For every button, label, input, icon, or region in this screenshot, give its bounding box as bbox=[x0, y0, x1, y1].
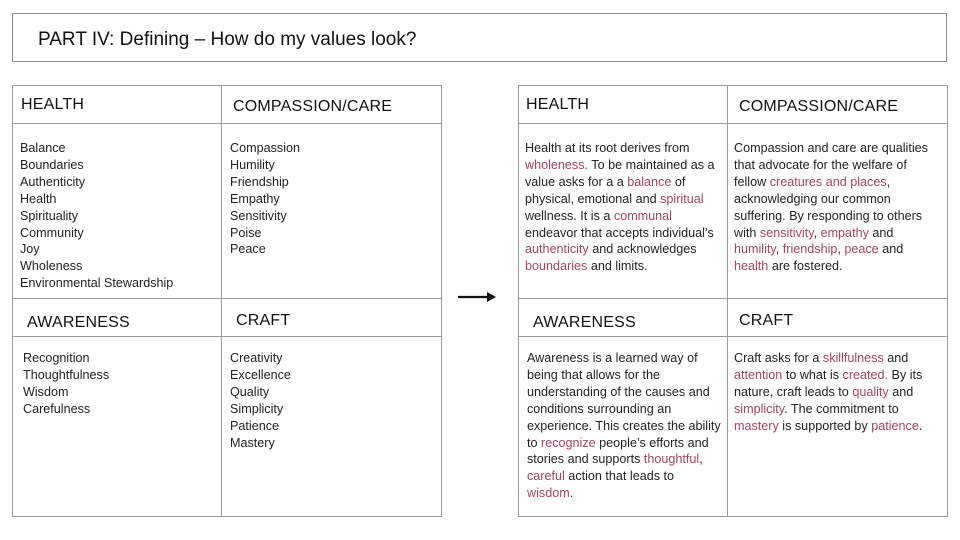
craft-def-heading: CRAFT bbox=[739, 312, 794, 329]
health-heading: HEALTH bbox=[21, 96, 85, 113]
highlighted-value-word: spiritual bbox=[660, 191, 704, 206]
highlighted-value-word: thoughtful bbox=[643, 452, 700, 467]
list-item: Quality bbox=[230, 384, 270, 399]
health-def-heading: HEALTH bbox=[526, 96, 590, 113]
right-arrow-icon bbox=[457, 290, 497, 304]
list-item: Simplicity bbox=[230, 401, 284, 416]
highlighted-value-word: mastery bbox=[734, 418, 779, 433]
values-keywords-table bbox=[12, 85, 442, 517]
text-segment: . bbox=[918, 418, 923, 433]
awareness-heading: AWARENESS bbox=[27, 314, 130, 331]
list-item: Poise bbox=[230, 225, 262, 240]
text-segment: of physical, emotional and bbox=[525, 174, 686, 206]
highlighted-value-word: wisdom bbox=[527, 486, 570, 501]
list-item: Authenticity bbox=[20, 174, 86, 189]
text-segment: endeavor that accepts individual’s bbox=[525, 225, 714, 240]
list-item: Humility bbox=[230, 157, 275, 172]
text-segment: and bbox=[878, 242, 904, 257]
highlighted-value-word: friendship bbox=[782, 242, 838, 257]
title-box bbox=[12, 13, 947, 62]
compassion-def-heading-cell bbox=[728, 86, 948, 124]
text-segment: wellness. It is a bbox=[525, 208, 614, 223]
craft-def-cell bbox=[728, 337, 948, 517]
text-segment: To be maintained as a value asks for a a bbox=[525, 157, 715, 189]
text-segment: Awareness is a learned way of being that allows for the understanding of the causes and conditions surrounding an experience. This creates the ability to bbox=[527, 351, 721, 450]
text-segment: , acknowledging our common suffering. By responding to others with bbox=[734, 174, 923, 240]
list-item: Friendship bbox=[230, 174, 289, 189]
text-segment: . The commitment to bbox=[784, 401, 899, 416]
highlighted-value-word: simplicity bbox=[734, 401, 785, 416]
compassion-list-cell bbox=[222, 124, 442, 299]
health-list-cell bbox=[13, 124, 222, 299]
compassion-list bbox=[222, 124, 441, 258]
highlighted-value-word: created. bbox=[842, 367, 889, 382]
list-item: Environmental Stewardship bbox=[20, 276, 174, 291]
awareness-heading-cell bbox=[13, 299, 222, 337]
list-item: Empathy bbox=[230, 191, 280, 206]
text-segment: Craft asks for a bbox=[734, 351, 823, 365]
highlighted-value-word: humility bbox=[734, 242, 776, 257]
text-segment: are fostered. bbox=[768, 259, 843, 274]
compassion-def-cell bbox=[728, 124, 948, 299]
health-definition bbox=[519, 124, 727, 275]
page-title: PART IV: Defining – How do my values look? bbox=[38, 29, 417, 50]
awareness-def-heading-cell bbox=[519, 299, 728, 337]
craft-heading: CRAFT bbox=[236, 312, 291, 329]
craft-list-cell bbox=[222, 337, 442, 517]
highlighted-value-word: quality bbox=[852, 384, 889, 399]
text-segment: and bbox=[868, 225, 894, 240]
highlighted-value-word: attention bbox=[734, 367, 783, 382]
text-segment: , bbox=[699, 452, 703, 467]
text-segment: and bbox=[883, 351, 909, 365]
craft-definition bbox=[728, 337, 947, 435]
highlighted-value-word: peace bbox=[844, 242, 879, 257]
list-item: Sensitivity bbox=[230, 208, 287, 223]
health-def-heading-cell bbox=[519, 86, 728, 124]
highlighted-value-word: sensitivity bbox=[759, 225, 814, 240]
list-item: Spirituality bbox=[20, 208, 79, 223]
highlighted-value-word: empathy bbox=[820, 225, 869, 240]
craft-list bbox=[222, 337, 441, 451]
awareness-list-cell bbox=[13, 337, 222, 517]
text-segment: Compassion and care are qualities that advocate for the welfare of fellow bbox=[734, 141, 928, 189]
highlighted-value-word: patience bbox=[871, 418, 919, 433]
highlighted-value-word: health bbox=[734, 259, 769, 274]
list-item: Wisdom bbox=[23, 384, 69, 399]
text-segment: and limits. bbox=[587, 259, 648, 274]
health-heading-cell bbox=[13, 86, 222, 124]
list-item: Peace bbox=[230, 242, 266, 257]
highlighted-value-word: balance bbox=[627, 174, 672, 189]
text-segment: people’s efforts and stories and supports bbox=[527, 435, 709, 467]
text-segment: , bbox=[775, 242, 783, 257]
text-segment: , bbox=[837, 242, 845, 257]
awareness-list bbox=[13, 337, 221, 418]
list-item: Boundaries bbox=[20, 157, 84, 172]
text-segment: to what is bbox=[782, 367, 843, 382]
list-item: Recognition bbox=[23, 351, 90, 365]
health-def-cell bbox=[519, 124, 728, 299]
list-item: Patience bbox=[230, 418, 280, 433]
highlighted-value-word: boundaries bbox=[525, 259, 588, 274]
highlighted-value-word: wholeness. bbox=[525, 157, 589, 172]
list-item: Community bbox=[20, 225, 84, 240]
list-item: Wholeness bbox=[20, 259, 83, 274]
compassion-heading: COMPASSION/CARE bbox=[233, 98, 393, 115]
craft-def-heading-cell bbox=[728, 299, 948, 337]
list-item: Mastery bbox=[230, 435, 275, 450]
compassion-def-heading: COMPASSION/CARE bbox=[739, 98, 899, 115]
text-segment: Health at its root derives from bbox=[525, 141, 690, 155]
list-item: Carefulness bbox=[23, 401, 91, 416]
list-item: Compassion bbox=[230, 141, 300, 155]
values-definitions-table bbox=[518, 85, 948, 517]
text-segment: and acknowledges bbox=[588, 242, 697, 257]
awareness-def-heading: AWARENESS bbox=[533, 314, 636, 331]
awareness-definition bbox=[519, 337, 727, 502]
awareness-def-cell bbox=[519, 337, 728, 517]
text-segment: . bbox=[569, 486, 574, 501]
highlighted-value-word: authenticity bbox=[525, 242, 589, 257]
list-item: Thoughtfulness bbox=[23, 367, 110, 382]
health-list bbox=[13, 124, 221, 292]
list-item: Balance bbox=[20, 141, 66, 155]
text-segment: and bbox=[888, 384, 914, 399]
compassion-heading-cell bbox=[222, 86, 442, 124]
highlighted-value-word: communal bbox=[613, 208, 672, 223]
highlighted-value-word: creatures and places bbox=[769, 174, 887, 189]
craft-heading-cell bbox=[222, 299, 442, 337]
compassion-definition bbox=[728, 124, 947, 275]
text-segment: , bbox=[813, 225, 821, 240]
text-segment: action that leads to bbox=[564, 469, 675, 484]
list-item: Creativity bbox=[230, 351, 283, 365]
highlighted-value-word: careful bbox=[527, 469, 565, 484]
list-item: Health bbox=[20, 191, 57, 206]
text-segment: By its nature, craft leads to bbox=[734, 367, 923, 399]
list-item: Excellence bbox=[230, 367, 291, 382]
list-item: Joy bbox=[20, 242, 40, 257]
text-segment: is supported by bbox=[778, 418, 872, 433]
highlighted-value-word: recognize bbox=[541, 435, 596, 450]
highlighted-value-word: skillfulness bbox=[822, 351, 884, 365]
